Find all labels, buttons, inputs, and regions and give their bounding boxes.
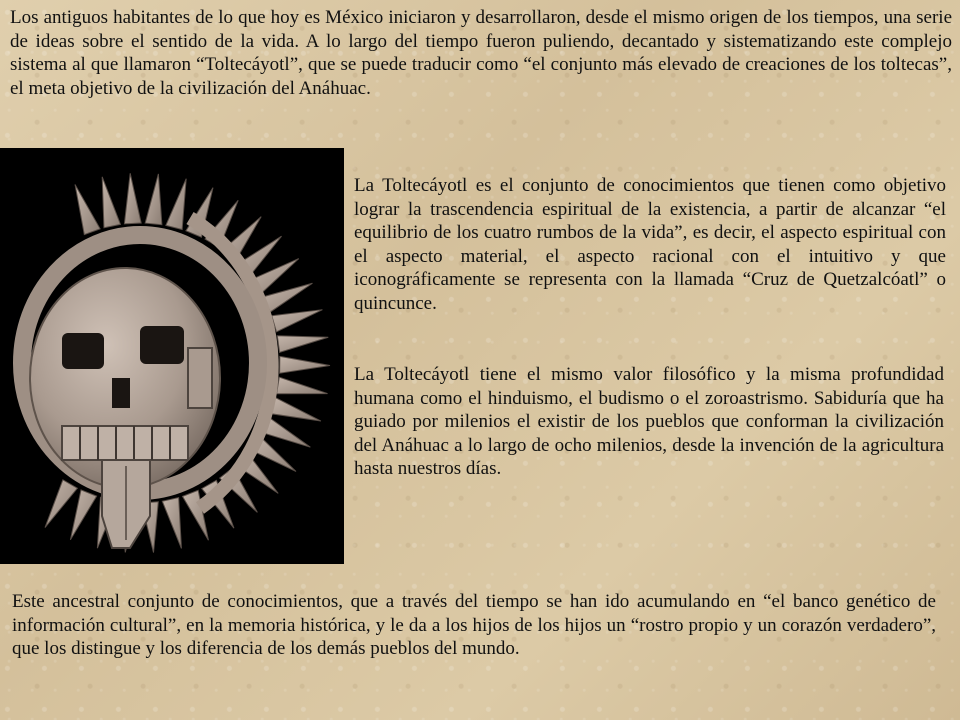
sun-ray <box>145 174 162 225</box>
skull-sculpture-drawing <box>0 148 344 564</box>
definition-paragraph: La Toltecáyotl es el conjunto de conocimientos que tienen como objetivo lograr la trascendencia espiritual de la existencia, a partir de alcanzar “el equilibrio de los cuatro rumbos de la vida”, es decir, el aspecto espiritual con el aspecto material, el aspecto racional con el intuitivo y que iconográficamente se representa con la llamada “Cruz de Quetzalcóatl” o quincunce. <box>354 175 946 314</box>
closing-paragraph: Este ancestral conjunto de conocimientos, que a través del tiempo se han ido acumulando en “el banco genético de información cultural”, en la memoria histórica, y le da a los hijos de los hijos un “rostro propio y un corazón verdadero”, que los distingue y los diferencia de los demás pueblos del mundo. <box>12 591 936 659</box>
philosophy-paragraph: La Toltecáyotl tiene el mismo valor filosófico y la misma profundidad humana como el hinduismo, el budismo o el zoroastrismo. Sabiduría que ha guiado por milenios el existir de los pueblos que conforman la civilización del Anáhuac a lo largo de ocho milenios, desde la invención de la agricultura hasta nuestros días. <box>354 364 944 479</box>
sun-ray <box>75 184 100 234</box>
sun-ray <box>162 498 181 549</box>
sun-ray <box>271 398 321 421</box>
skull-sun-disc-image <box>0 148 344 564</box>
sun-ray <box>280 356 330 373</box>
sun-ray <box>263 283 312 312</box>
sun-ray <box>102 177 120 228</box>
intro-paragraph: Los antiguos habitantes de lo que hoy es México iniciaron y desarrollaron, desde el mismo origen de los tiempos, una serie de ideas sobre el sentido de la vida. A lo largo del tiempo fueron puliendo, decantado y sistematizando este complejo sistema al que llamaron “Toltecáyotl”, que se puede traducir como “el conjunto más elevado de creaciones de los toltecas”, el meta objetivo de la civilización del Anáhuac. <box>10 7 952 99</box>
sun-ray <box>272 310 323 332</box>
sun-ray <box>45 480 77 528</box>
sun-ray <box>277 377 328 394</box>
sun-ray <box>70 490 96 540</box>
sun-ray <box>124 173 141 224</box>
sun-ray <box>166 179 186 230</box>
sun-ray <box>277 336 328 353</box>
